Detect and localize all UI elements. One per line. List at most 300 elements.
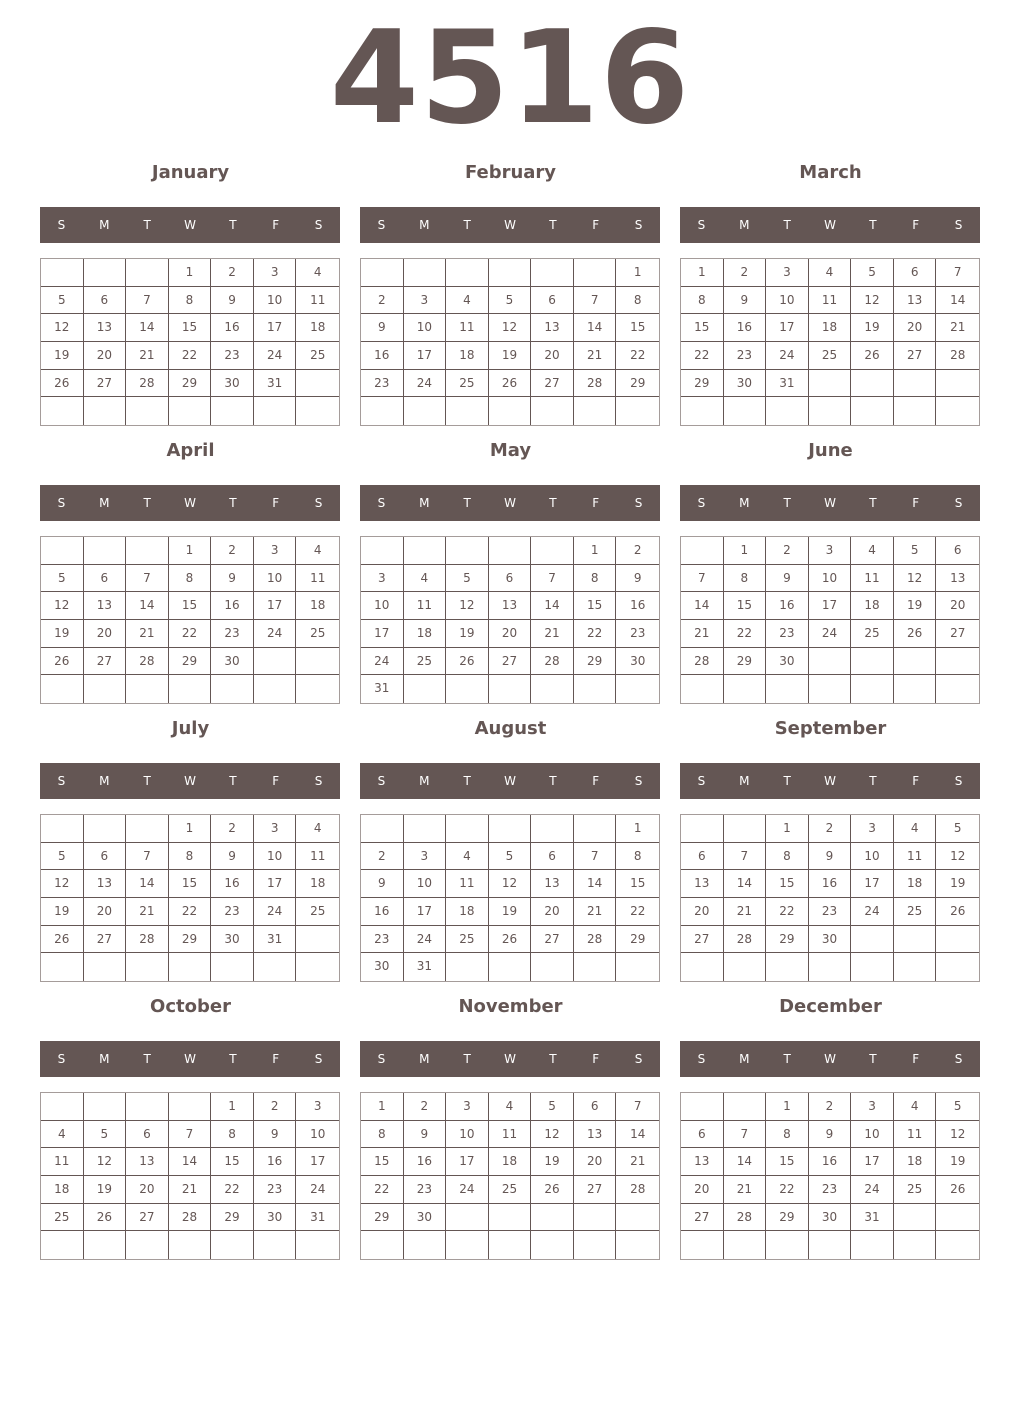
day-cell (296, 370, 339, 398)
day-cell: 15 (169, 314, 212, 342)
day-cell: 27 (84, 370, 127, 398)
day-cell: 21 (126, 342, 169, 370)
day-cell: 26 (41, 926, 84, 954)
day-cell: 2 (211, 259, 254, 287)
day-cell (936, 1204, 979, 1232)
day-cell: 29 (681, 370, 724, 398)
day-cell (169, 675, 212, 703)
day-cell: 8 (169, 843, 212, 871)
day-cell: 22 (574, 620, 617, 648)
weekday-label: S (57, 496, 66, 510)
day-cell: 29 (616, 926, 659, 954)
day-cell (296, 926, 339, 954)
day-cell: 7 (936, 259, 979, 287)
day-cell: 2 (211, 815, 254, 843)
weekday-label: S (697, 496, 706, 510)
day-cell (574, 815, 617, 843)
day-cell (894, 370, 937, 398)
day-cell: 9 (616, 565, 659, 593)
day-cell (489, 397, 532, 425)
weekday-label: W (504, 1052, 516, 1066)
day-cell: 12 (936, 843, 979, 871)
weekday-label: T (783, 496, 791, 510)
day-cell (894, 675, 937, 703)
day-cell: 4 (296, 537, 339, 565)
day-cell: 25 (851, 620, 894, 648)
day-cell: 22 (681, 342, 724, 370)
day-cell: 16 (766, 592, 809, 620)
day-cell: 22 (169, 342, 212, 370)
day-cell: 20 (894, 314, 937, 342)
day-cell: 7 (574, 287, 617, 315)
day-cell: 19 (531, 1148, 574, 1176)
month-title: October (150, 996, 231, 1017)
weekday-label: T (229, 1052, 237, 1066)
day-cell: 26 (84, 1204, 127, 1232)
day-cell: 4 (446, 843, 489, 871)
day-cell (84, 1093, 127, 1121)
day-cell: 28 (126, 370, 169, 398)
day-cell: 29 (211, 1204, 254, 1232)
day-cell (531, 953, 574, 981)
weekday-label: M (99, 218, 110, 232)
day-cell: 3 (446, 1093, 489, 1121)
day-cell: 11 (809, 287, 852, 315)
weekday-label: W (824, 1052, 836, 1066)
day-cell: 20 (84, 620, 127, 648)
day-cell (809, 370, 852, 398)
weekday-label: S (634, 774, 643, 788)
day-cell: 31 (404, 953, 447, 981)
weekday-label: S (377, 774, 386, 788)
day-cell: 30 (211, 926, 254, 954)
day-cell: 20 (574, 1148, 617, 1176)
day-cell (41, 953, 84, 981)
day-cell (254, 953, 297, 981)
day-cell (681, 815, 724, 843)
day-cell: 26 (489, 926, 532, 954)
day-cell: 8 (616, 843, 659, 871)
day-cell: 11 (489, 1121, 532, 1149)
weekday-label: S (634, 496, 643, 510)
weekday-label: F (912, 774, 920, 788)
day-cell (616, 397, 659, 425)
day-cell (531, 1204, 574, 1232)
day-cell: 11 (894, 843, 937, 871)
day-cell: 5 (41, 843, 84, 871)
day-cell: 7 (126, 287, 169, 315)
day-cell: 24 (851, 1176, 894, 1204)
day-cell: 31 (296, 1204, 339, 1232)
day-cell: 1 (766, 815, 809, 843)
weekday-header (40, 763, 340, 799)
day-cell: 11 (296, 565, 339, 593)
day-cell: 4 (296, 259, 339, 287)
day-cell: 8 (766, 843, 809, 871)
day-cell (489, 537, 532, 565)
day-cell: 22 (766, 898, 809, 926)
day-cell: 19 (41, 898, 84, 926)
day-cell: 18 (296, 314, 339, 342)
day-cell: 5 (851, 259, 894, 287)
day-cell: 22 (616, 898, 659, 926)
day-cell: 2 (211, 537, 254, 565)
month-title: December (779, 996, 882, 1017)
day-cell (169, 1093, 212, 1121)
day-cell (681, 1093, 724, 1121)
day-cell: 9 (211, 565, 254, 593)
day-cell: 10 (766, 287, 809, 315)
day-cell: 29 (766, 1204, 809, 1232)
day-cell: 17 (809, 592, 852, 620)
day-cell: 21 (574, 898, 617, 926)
day-cell: 7 (169, 1121, 212, 1149)
day-cell: 7 (724, 843, 767, 871)
day-cell: 23 (211, 620, 254, 648)
day-cell (126, 815, 169, 843)
day-cell: 13 (936, 565, 979, 593)
day-cell (296, 397, 339, 425)
weekday-label: T (229, 496, 237, 510)
day-cell (41, 675, 84, 703)
weekday-label: S (634, 1052, 643, 1066)
weekday-label: M (99, 496, 110, 510)
day-cell: 14 (574, 314, 617, 342)
weekday-label: S (314, 774, 323, 788)
weekday-label: F (592, 496, 600, 510)
day-cell: 24 (254, 898, 297, 926)
day-cell: 9 (404, 1121, 447, 1149)
day-cell: 28 (126, 926, 169, 954)
day-cell: 3 (404, 287, 447, 315)
day-cell: 5 (936, 815, 979, 843)
day-cell (616, 675, 659, 703)
day-cell: 17 (404, 898, 447, 926)
weekday-label: M (99, 1052, 110, 1066)
day-cell: 26 (41, 648, 84, 676)
weekday-label: S (57, 1052, 66, 1066)
day-cell: 15 (766, 1148, 809, 1176)
day-cell: 23 (254, 1176, 297, 1204)
day-cell: 27 (681, 1204, 724, 1232)
day-cell (574, 1204, 617, 1232)
day-cell (296, 675, 339, 703)
day-cell (936, 675, 979, 703)
day-cell: 10 (404, 870, 447, 898)
day-cell (254, 1231, 297, 1259)
day-cell: 18 (894, 870, 937, 898)
day-cell: 31 (254, 926, 297, 954)
weekday-label: T (143, 1052, 151, 1066)
day-cell: 4 (404, 565, 447, 593)
day-grid (40, 814, 340, 982)
day-cell (851, 675, 894, 703)
day-cell (489, 953, 532, 981)
day-cell: 24 (446, 1176, 489, 1204)
day-cell: 14 (126, 314, 169, 342)
weekday-label: W (824, 496, 836, 510)
day-cell: 6 (84, 843, 127, 871)
day-cell: 2 (616, 537, 659, 565)
month-title: January (151, 162, 230, 183)
month-title: September (774, 718, 887, 739)
day-cell: 23 (361, 370, 404, 398)
day-cell: 2 (254, 1093, 297, 1121)
day-cell: 8 (361, 1121, 404, 1149)
day-cell: 19 (446, 620, 489, 648)
day-cell (936, 953, 979, 981)
weekday-header (680, 1041, 980, 1077)
day-cell: 24 (254, 620, 297, 648)
day-cell: 5 (894, 537, 937, 565)
day-cell (809, 648, 852, 676)
day-cell: 9 (361, 870, 404, 898)
day-cell: 6 (681, 1121, 724, 1149)
day-cell (126, 953, 169, 981)
weekday-label: T (549, 1052, 557, 1066)
day-cell: 6 (574, 1093, 617, 1121)
day-cell: 6 (894, 259, 937, 287)
day-cell: 23 (211, 898, 254, 926)
weekday-label: F (272, 1052, 280, 1066)
weekday-label: F (592, 774, 600, 788)
weekday-label: S (954, 774, 963, 788)
day-cell: 15 (766, 870, 809, 898)
day-cell: 17 (404, 342, 447, 370)
day-cell (211, 1231, 254, 1259)
weekday-label: W (504, 774, 516, 788)
day-cell: 24 (851, 898, 894, 926)
day-cell: 11 (851, 565, 894, 593)
day-cell: 13 (681, 870, 724, 898)
day-cell: 21 (126, 620, 169, 648)
weekday-label: W (184, 774, 196, 788)
weekday-label: T (229, 218, 237, 232)
day-cell: 7 (616, 1093, 659, 1121)
day-cell: 3 (296, 1093, 339, 1121)
day-grid (680, 1092, 980, 1260)
day-cell: 18 (489, 1148, 532, 1176)
day-cell: 24 (361, 648, 404, 676)
day-cell: 3 (404, 843, 447, 871)
weekday-header (680, 207, 980, 243)
weekday-label: T (549, 218, 557, 232)
day-cell: 15 (211, 1148, 254, 1176)
day-cell: 16 (361, 898, 404, 926)
day-cell: 15 (616, 314, 659, 342)
day-cell: 14 (574, 870, 617, 898)
day-cell: 3 (254, 537, 297, 565)
month-title: November (458, 996, 563, 1017)
weekday-label: F (592, 218, 600, 232)
day-cell: 14 (936, 287, 979, 315)
day-cell: 18 (894, 1148, 937, 1176)
day-cell: 3 (254, 815, 297, 843)
day-cell: 31 (361, 675, 404, 703)
day-cell: 27 (84, 926, 127, 954)
day-cell: 20 (84, 342, 127, 370)
day-cell (84, 259, 127, 287)
day-cell: 17 (254, 870, 297, 898)
day-cell (724, 397, 767, 425)
day-cell: 15 (616, 870, 659, 898)
day-cell: 3 (361, 565, 404, 593)
day-cell: 26 (936, 1176, 979, 1204)
weekday-header (360, 1041, 660, 1077)
day-cell: 12 (531, 1121, 574, 1149)
weekday-label: F (272, 774, 280, 788)
day-cell (724, 953, 767, 981)
day-cell (489, 675, 532, 703)
day-cell (681, 397, 724, 425)
day-cell (851, 1231, 894, 1259)
day-cell: 22 (724, 620, 767, 648)
day-cell: 31 (766, 370, 809, 398)
day-cell: 23 (404, 1176, 447, 1204)
day-cell: 28 (936, 342, 979, 370)
day-cell: 23 (724, 342, 767, 370)
day-cell: 12 (41, 592, 84, 620)
day-cell (894, 1231, 937, 1259)
day-cell: 7 (574, 843, 617, 871)
weekday-header (680, 485, 980, 521)
day-cell: 9 (809, 843, 852, 871)
day-cell: 30 (809, 926, 852, 954)
day-cell (809, 1231, 852, 1259)
day-cell: 7 (681, 565, 724, 593)
day-cell: 22 (616, 342, 659, 370)
weekday-label: S (314, 496, 323, 510)
day-cell: 30 (211, 648, 254, 676)
day-cell: 1 (361, 1093, 404, 1121)
day-grid (40, 258, 340, 426)
day-cell: 17 (851, 870, 894, 898)
day-grid (360, 536, 660, 704)
day-cell: 10 (851, 843, 894, 871)
day-cell (211, 397, 254, 425)
weekday-label: T (143, 496, 151, 510)
weekday-header (680, 763, 980, 799)
day-cell: 21 (126, 898, 169, 926)
weekday-header (360, 485, 660, 521)
day-cell: 3 (766, 259, 809, 287)
day-cell: 27 (84, 648, 127, 676)
day-cell: 5 (489, 287, 532, 315)
day-cell: 16 (211, 592, 254, 620)
day-cell: 6 (84, 565, 127, 593)
day-cell: 12 (41, 870, 84, 898)
day-cell (446, 259, 489, 287)
weekday-label: S (697, 1052, 706, 1066)
day-cell: 21 (616, 1148, 659, 1176)
day-cell: 20 (531, 898, 574, 926)
day-cell (489, 1204, 532, 1232)
day-cell: 30 (616, 648, 659, 676)
day-cell: 12 (84, 1148, 127, 1176)
weekday-header (360, 763, 660, 799)
day-cell: 20 (681, 1176, 724, 1204)
weekday-label: T (463, 496, 471, 510)
day-cell: 17 (254, 592, 297, 620)
weekday-label: T (463, 1052, 471, 1066)
day-cell (84, 815, 127, 843)
day-cell: 28 (169, 1204, 212, 1232)
day-cell: 20 (531, 342, 574, 370)
day-cell: 22 (211, 1176, 254, 1204)
year-title: 4516 (329, 4, 691, 153)
day-cell (531, 537, 574, 565)
day-cell: 11 (41, 1148, 84, 1176)
day-cell: 17 (766, 314, 809, 342)
weekday-label: T (229, 774, 237, 788)
weekday-label: T (869, 496, 877, 510)
weekday-label: M (739, 1052, 750, 1066)
weekday-label: W (504, 496, 516, 510)
day-cell: 9 (211, 843, 254, 871)
day-cell: 25 (894, 898, 937, 926)
day-cell (574, 953, 617, 981)
day-cell (254, 648, 297, 676)
day-cell: 18 (446, 898, 489, 926)
day-cell: 12 (851, 287, 894, 315)
day-cell: 28 (531, 648, 574, 676)
day-cell (446, 675, 489, 703)
day-cell: 20 (681, 898, 724, 926)
day-cell: 27 (681, 926, 724, 954)
day-cell (766, 397, 809, 425)
day-cell: 14 (531, 592, 574, 620)
day-cell (446, 953, 489, 981)
day-cell: 11 (894, 1121, 937, 1149)
day-cell: 30 (361, 953, 404, 981)
day-cell: 8 (211, 1121, 254, 1149)
day-cell: 19 (489, 898, 532, 926)
day-cell: 19 (894, 592, 937, 620)
day-cell: 5 (41, 287, 84, 315)
month-title: April (166, 440, 215, 461)
day-cell: 14 (169, 1148, 212, 1176)
weekday-label: M (419, 1052, 430, 1066)
weekday-label: M (739, 218, 750, 232)
day-cell: 7 (126, 843, 169, 871)
day-cell: 16 (809, 870, 852, 898)
day-cell (724, 1093, 767, 1121)
day-cell (446, 537, 489, 565)
day-cell: 19 (936, 1148, 979, 1176)
day-cell: 29 (616, 370, 659, 398)
day-cell (574, 397, 617, 425)
day-cell: 13 (531, 870, 574, 898)
day-cell (681, 953, 724, 981)
day-cell (894, 397, 937, 425)
day-cell: 10 (254, 565, 297, 593)
day-cell (404, 1231, 447, 1259)
weekday-label: W (184, 496, 196, 510)
day-cell: 11 (296, 843, 339, 871)
day-cell (809, 675, 852, 703)
day-cell: 18 (851, 592, 894, 620)
day-grid (40, 1092, 340, 1260)
day-cell: 7 (531, 565, 574, 593)
day-cell (296, 953, 339, 981)
day-cell (766, 953, 809, 981)
day-cell (126, 397, 169, 425)
day-cell: 1 (574, 537, 617, 565)
day-cell: 27 (489, 648, 532, 676)
day-cell: 25 (404, 648, 447, 676)
day-cell: 6 (84, 287, 127, 315)
day-cell (766, 1231, 809, 1259)
